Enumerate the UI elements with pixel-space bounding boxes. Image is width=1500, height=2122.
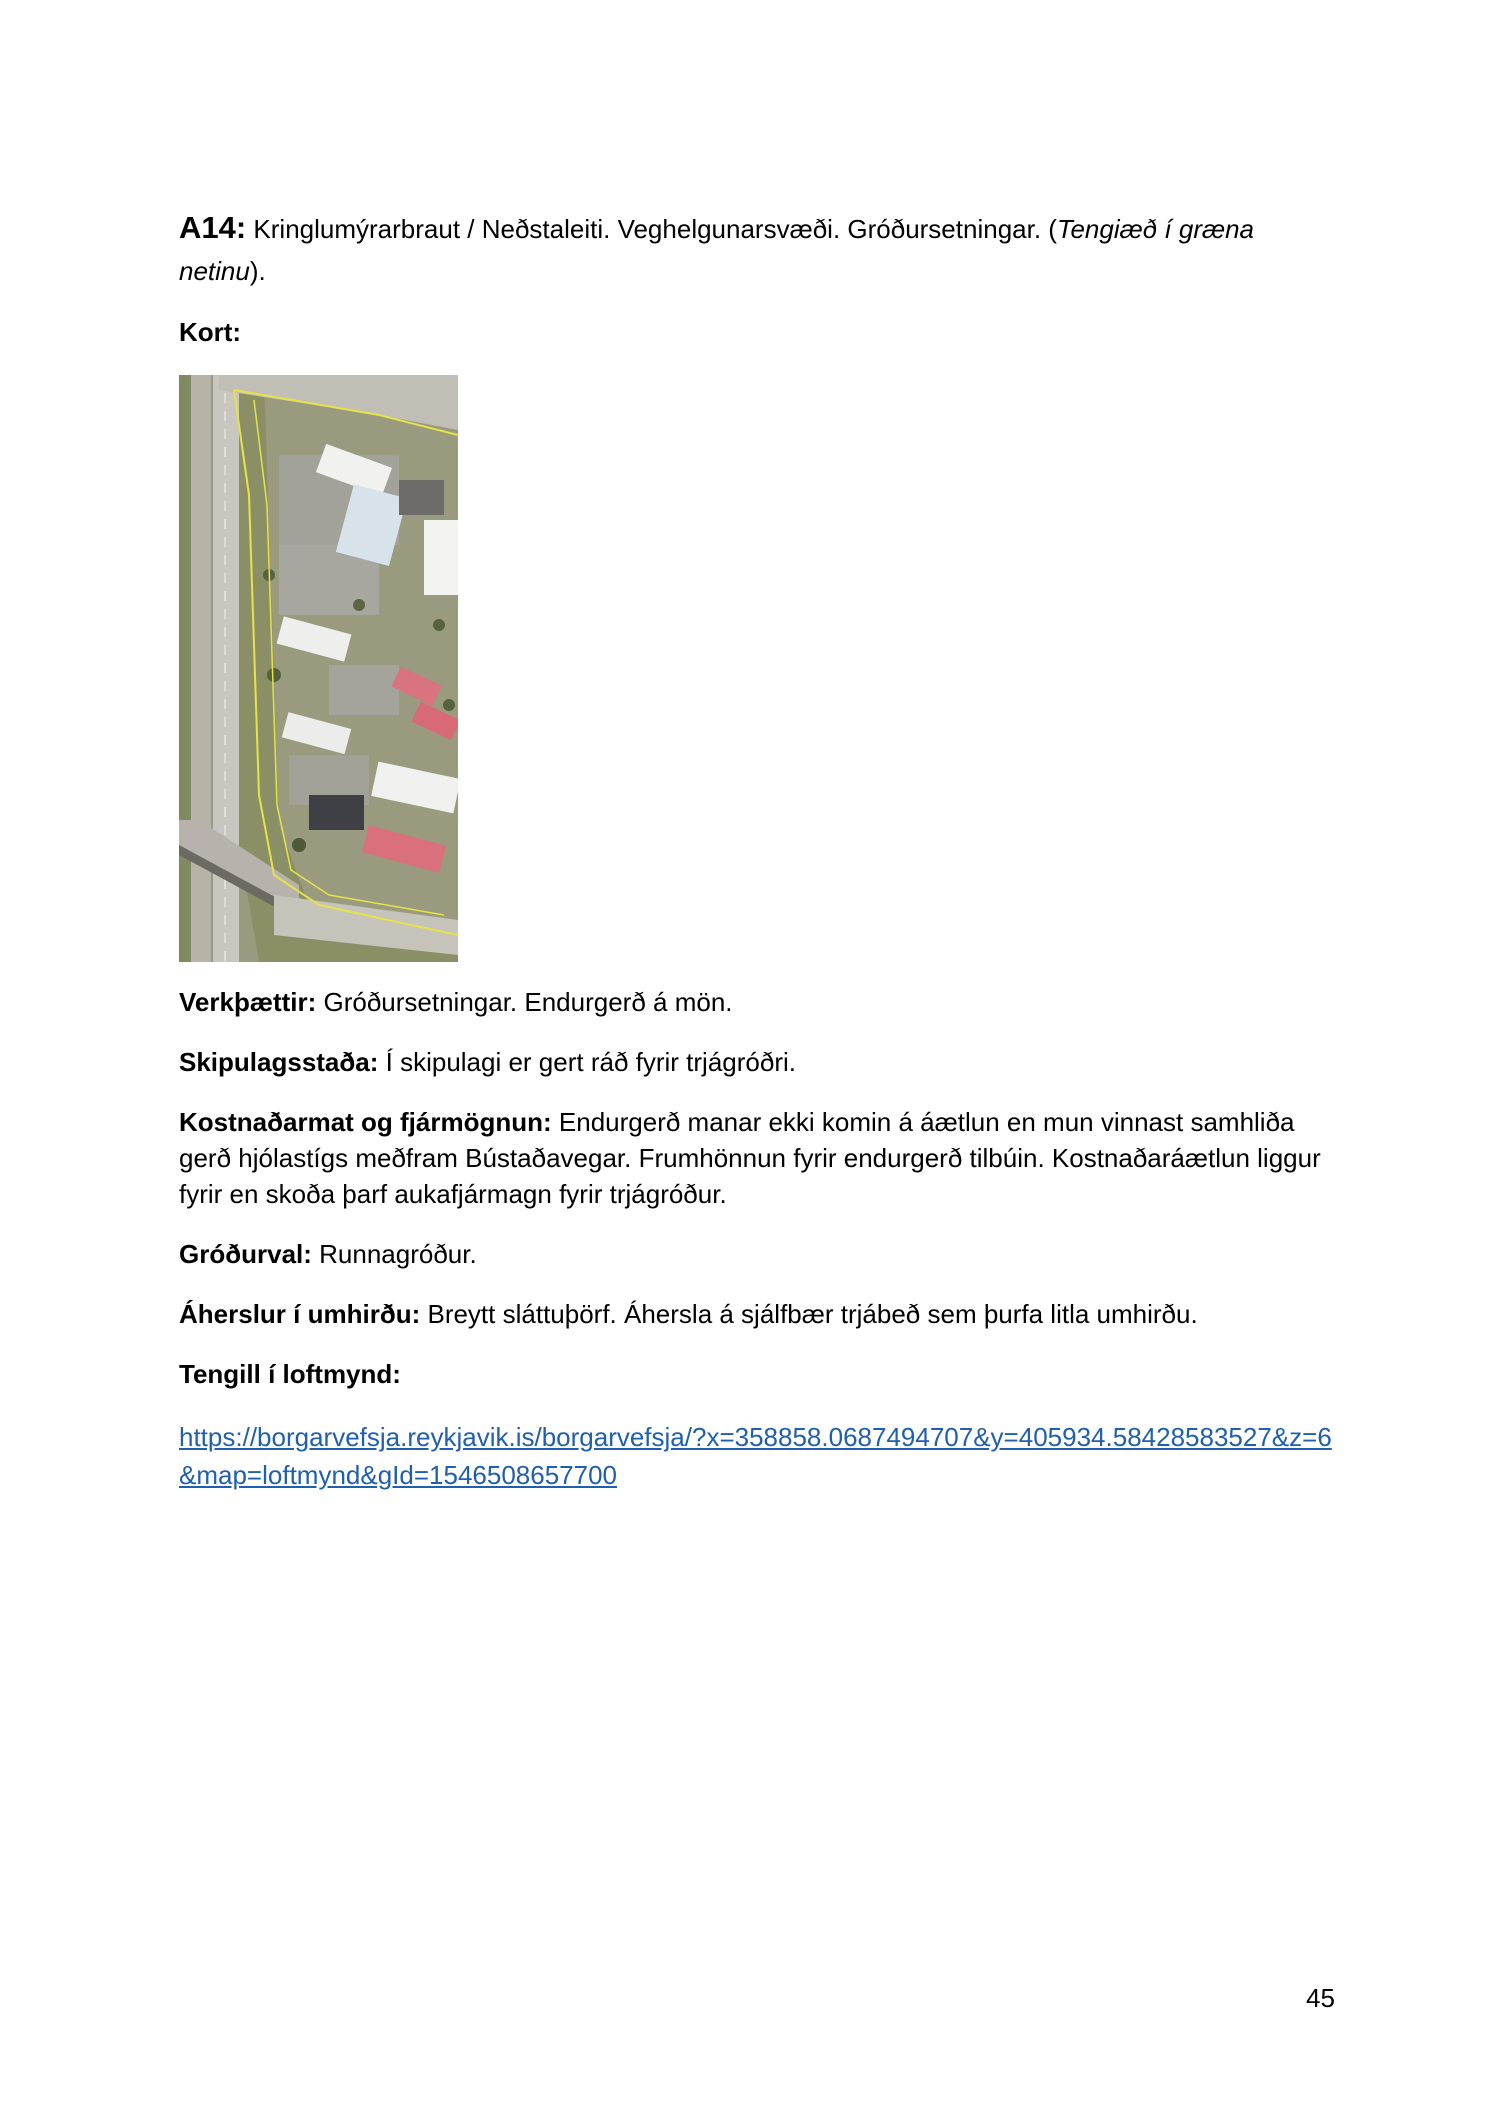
aerial-map-svg xyxy=(179,375,458,962)
section-grodurval xyxy=(179,1236,1339,1272)
page-content xyxy=(179,207,1339,1494)
page-number: 45 xyxy=(1306,1983,1335,2013)
section-verkthaettir xyxy=(179,984,1339,1020)
aerial-map-image xyxy=(179,375,458,962)
title-code: A14: xyxy=(179,210,247,245)
title-italic: Tengiæð í græna netinu xyxy=(179,214,1255,286)
title-text: Kringlumýrarbraut / Neðstaleiti. Veghelgunarsvæði. Gróðursetningar. ( xyxy=(246,214,1057,244)
map-heading: Kort: xyxy=(179,317,242,347)
link-heading: Tengill í loftmynd: xyxy=(179,1359,401,1389)
document-title xyxy=(179,207,1339,292)
section-label: Áherslur í umhirðu: xyxy=(179,1299,421,1329)
section-text: Breytt sláttuþörf. Áhersla á sjálfbær trjábeð sem þurfa litla umhirðu. xyxy=(420,1299,1198,1329)
section-text: Gróðursetningar. Endurgerð á mön. xyxy=(316,987,733,1017)
title-end: ). xyxy=(249,256,266,286)
section-kostnadarmat xyxy=(179,1104,1339,1212)
section-label: Kostnaðarmat og fjármögnun: xyxy=(179,1107,552,1137)
aerial-map-link[interactable]: https://borgarvefsja.reykjavik.is/borgarvefsja/?x=358858.0687494707&y=405934.58428583527&z=6&map=loftmynd&gId=1546508657700 xyxy=(179,1422,1332,1490)
section-skipulagsstada xyxy=(179,1044,1339,1080)
section-text: Runnagróður. xyxy=(311,1239,477,1269)
section-label: Verkþættir: xyxy=(179,987,317,1017)
section-text: Í skipulagi er gert ráð fyrir trjágróðri. xyxy=(378,1047,796,1077)
section-text: Endurgerð manar ekki komin á áætlun en mun vinnast samhliða gerð hjólastígs meðfram Bústaðavegar. Frumhönnun fyrir endurgerð tilbúin. Kostnaðaráætlun liggur fyrir en skoða þarf aukafjármagn fyrir trjágróður. xyxy=(179,1107,1321,1209)
section-label: Gróðurval: xyxy=(179,1239,312,1269)
section-label: Skipulagsstaða: xyxy=(179,1047,379,1077)
section-aherslur xyxy=(179,1296,1339,1332)
